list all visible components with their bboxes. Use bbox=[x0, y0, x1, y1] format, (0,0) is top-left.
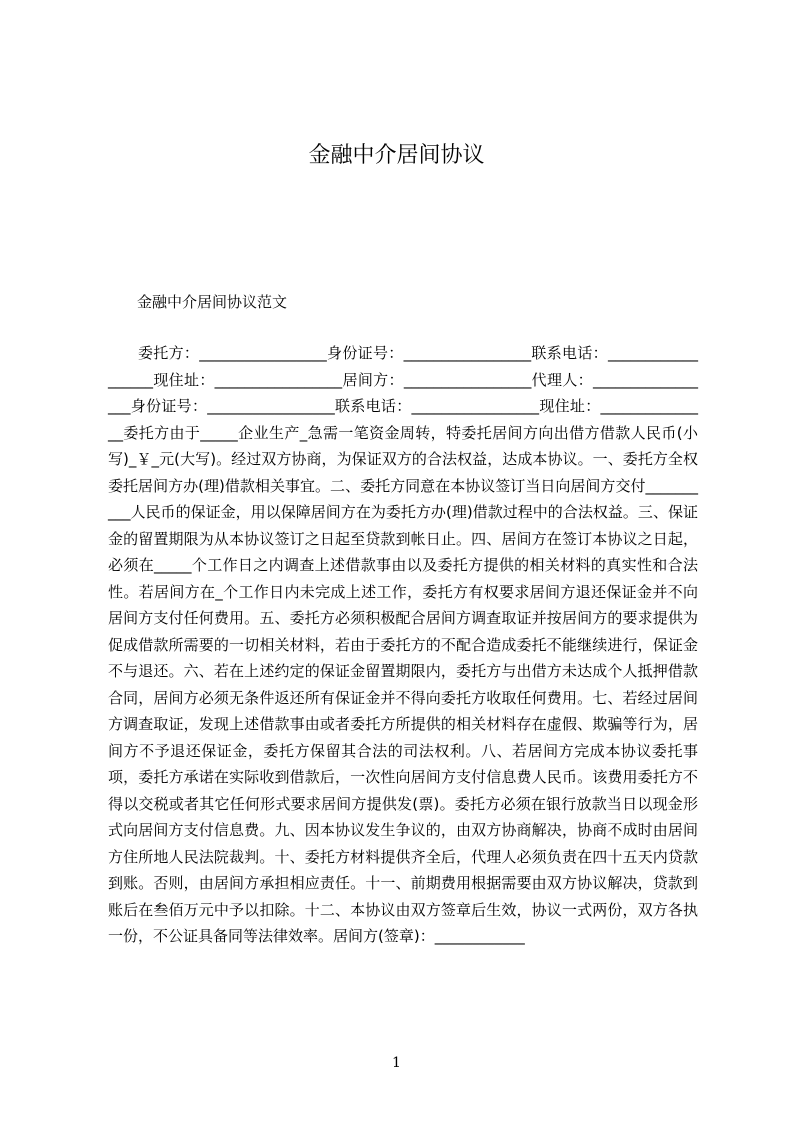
document-subtitle: 金融中介居间协议范文 bbox=[137, 293, 288, 311]
document-title: 金融中介居间协议 bbox=[308, 143, 485, 168]
page-number: 1 bbox=[392, 1055, 401, 1071]
agreement-body: 委托方：_________________身份证号：_________________联系电话：__________________现住址：_________________居间方：_________________代理人：_________________身份证号：_________________联系电话：_________________现住址：_______________委托方由于_____企业生产_急需一笔资金周转，特委托居间方向出借方借款人民币(小写)_￥_元(大写)。经过双方协商，为保证双方的合法权益，达成本协议。一、委托方全权委托居间方办(理)借款相关事宜。二、委托方同意在本协议签订当日向居间方交付__________人民币的保证金，用以保障居间方在为委托方办(理)借款过程中的合法权益。三、保证金的留置期限为从本协议签订之日起至贷款到帐日止。四、居间方在签订本协议之日起，必须在_____个工作日之内调查上述借款事由以及委托方提供的相关材料的真实性和合法性。若居间方在_个工作日内未完成上述工作，委托方有权要求居间方退还保证金并不向居间方支付任何费用。五、委托方必须积极配合居间方调查取证并按居间方的要求提供为促成借款所需要的一切相关材料，若由于委托方的不配合造成委托不能继续进行，保证金不与退还。六、若在上述约定的保证金留置期限内，委托方与出借方未达成个人抵押借款合同，居间方必须无条件返还所有保证金并不得向委托方收取任何费用。七、若经过居间方调查取证，发现上述借款事由或者委托方所提供的相关材料存在虚假、欺骗等行为，居间方不予退还保证金，委托方保留其合法的司法权利。八、若居间方完成本协议委托事项，委托方承诺在实际收到借款后，一次性向居间方支付信息费人民币。该费用委托方不得以交税或者其它任何形式要求居间方提供发(票)。委托方必须在银行放款当日以现金形式向居间方支付信息费。九、因本协议发生争议的，由双方协商解决，协商不成时由居间方住所地人民法院裁判。十、委托方材料提供齐全后，代理人必须负责在四十五天内贷款到账。否则，由居间方承担相应责任。十一、前期费用根据需要由双方协议解决，贷款到账后在叁佰万元中予以扣除。十二、本协议由双方签章后生效，协议一式两份，双方各执一份，不公证具备同等法律效率。居间方(签章)：____________ bbox=[108, 344, 698, 945]
